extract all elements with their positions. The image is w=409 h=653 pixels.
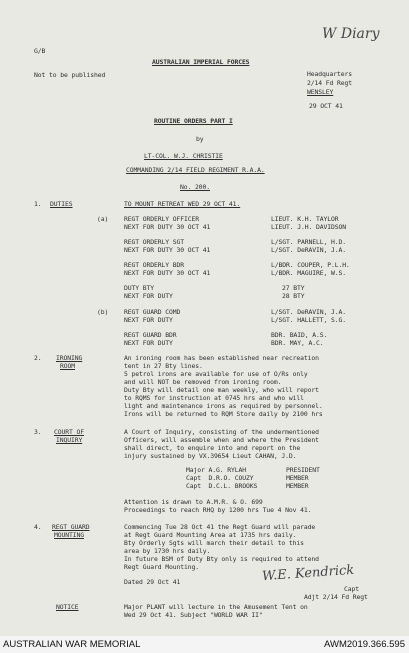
notice-line: Wed 29 Oct 41. Subject "WORLD WAR II" bbox=[124, 611, 263, 619]
section-4-line: Commencing Tue 28 Oct 41 the Regt Guard will parade bbox=[124, 523, 316, 531]
section-4-line: area by 1730 hrs daily. bbox=[124, 547, 211, 555]
archive-footer bbox=[0, 636, 409, 653]
section-1-title: DUTIES bbox=[50, 200, 73, 208]
section-4-title: REGT GUARD bbox=[52, 523, 90, 531]
section-4-number: 4. bbox=[34, 523, 42, 531]
hq-date: 29 OCT 41 bbox=[309, 102, 343, 110]
section-1-a-label: (a) bbox=[97, 215, 109, 223]
hq-line-2: 2/14 Fd Regt bbox=[307, 79, 352, 87]
commanding-line: COMMANDING 2/14 FIELD REGIMENT R.A.A. bbox=[126, 166, 265, 174]
duty-row-right: L/SGT. DeRAVIN, J.A. bbox=[271, 308, 346, 316]
section-2-line: An ironing room has been established near recreation bbox=[124, 354, 319, 362]
order-number: No. 200. bbox=[180, 183, 210, 191]
duty-row-left: REGT GUARD COMD bbox=[124, 308, 181, 316]
not-published-note: Not to be published bbox=[34, 71, 106, 79]
section-3-line: injury sustained by VX.39654 Lieut CAHAN, J.D. bbox=[124, 452, 297, 460]
section-3-number: 3. bbox=[34, 428, 42, 436]
section-3-closing: Proceedings to reach RHQ by 1200 hrs Tue 4 Nov 41. bbox=[124, 506, 312, 514]
duty-row-left: REGT ORDERLY BDR bbox=[124, 261, 184, 269]
notice-title: NOTICE bbox=[56, 603, 79, 611]
duty-row-left: DUTY BTY bbox=[124, 284, 154, 292]
duty-row-left: NEXT FOR DUTY bbox=[124, 316, 173, 324]
notice-line: Major PLANT will lecture in the Amusement Tent on bbox=[124, 603, 308, 611]
duty-row-right: 28 BTY bbox=[282, 292, 305, 300]
section-2-line: Duty Bty will detail one man weekly, who will report bbox=[124, 386, 319, 394]
section-4-line: Bty Orderly Sgts will march their detail to this bbox=[124, 539, 304, 547]
section-2-line: tent in 27 Bty lines. bbox=[124, 362, 203, 370]
section-2-number: 2. bbox=[34, 354, 42, 362]
section-1-b-label: (b) bbox=[97, 308, 109, 316]
inquiry-member-name: Capt D.R.O. COUZY bbox=[186, 474, 254, 482]
duty-row-left: NEXT FOR DUTY 30 OCT 41 bbox=[124, 269, 211, 277]
section-2-title-cont: ROOM bbox=[60, 362, 75, 370]
hq-line-3: WENSLEY bbox=[307, 88, 334, 96]
section-3-closing: Attention is drawn to A.M.R. & O. 699 bbox=[124, 498, 263, 506]
section-4-line: In future BSM of Duty Bty only is required to attend bbox=[124, 555, 319, 563]
duty-row-right: LIEUT. K.H. TAYLOR bbox=[271, 215, 339, 223]
footer-accession-number: AWM2019.366.595 bbox=[324, 639, 405, 650]
duty-row-right: 27 BTY bbox=[282, 284, 305, 292]
section-2-line: light and maintenance irons as required by personnel. bbox=[124, 402, 323, 410]
duty-row-left: NEXT FOR DUTY bbox=[124, 292, 173, 300]
inquiry-member-role: PRESIDENT bbox=[286, 466, 320, 474]
section-2-title: IRONING bbox=[56, 354, 83, 362]
section-2-line: Irons will be returned to RQM Store daily by 2100 hrs bbox=[124, 410, 323, 418]
signature-appointment: Adjt 2/14 Fd Regt bbox=[304, 593, 368, 601]
signature-rank: Capt bbox=[344, 585, 359, 593]
section-4-line: at Regt Guard Mounting Area at 1735 hrs daily. bbox=[124, 531, 297, 539]
duty-row-right: BDR. BAID, A.S. bbox=[271, 331, 328, 339]
document-title: AUSTRALIAN IMPERIAL FORCES bbox=[152, 58, 250, 66]
footer-institution: AUSTRALIAN WAR MEMORIAL bbox=[3, 639, 141, 650]
commander-name: LT-COL. W.J. CHRISTIE bbox=[144, 152, 223, 160]
section-1-number: 1. bbox=[34, 200, 42, 208]
duty-row-left: NEXT FOR DUTY bbox=[124, 339, 173, 347]
duty-row-right: L/SGT. PARNELL, H.D. bbox=[271, 238, 346, 246]
duty-row-left: REGT ORDERLY SGT bbox=[124, 238, 184, 246]
duty-row-left: NEXT FOR DUTY 30 OCT 41 bbox=[124, 246, 211, 254]
duty-row-left: REGT ORDERLY OFFICER bbox=[124, 215, 199, 223]
section-2-line: and will NOT be removed from ironing room. bbox=[124, 378, 282, 386]
handwritten-corner-note: W Diary bbox=[322, 26, 380, 42]
reference-mark: G/B bbox=[34, 47, 46, 55]
section-2-line: to RQMS for instruction at 0745 hrs and who will bbox=[124, 394, 304, 402]
section-3-line: shall direct, to enquire into and report on the bbox=[124, 444, 301, 452]
duty-row-left: NEXT FOR DUTY 30 OCT 41 bbox=[124, 223, 211, 231]
inquiry-member-role: MEMBER bbox=[286, 474, 309, 482]
hq-line-1: Headquarters bbox=[307, 70, 352, 78]
section-2-line: 5 petrol irons are available for use of O/Rs only bbox=[124, 370, 308, 378]
dated-line: Dated 29 Oct 41 bbox=[124, 578, 181, 586]
duty-row-right: LIEUT. J.H. DAVIDSON bbox=[271, 223, 346, 231]
section-3-line: A Court of Inquiry, consisting of the undermentioned bbox=[124, 428, 319, 436]
section-3-title: COURT OF bbox=[54, 428, 84, 436]
section-4-title-cont: MOUNTING bbox=[54, 531, 84, 539]
orders-heading: ROUTINE ORDERS PART I bbox=[154, 117, 233, 125]
duty-row-right: L/SGT. HALLETT, S.G. bbox=[271, 316, 346, 324]
duty-row-right: L/BDR. COUPER, P.L.H. bbox=[271, 261, 350, 269]
signature: W.E. Kendrick bbox=[261, 562, 355, 585]
duty-row-left: REGT GUARD BDR bbox=[124, 331, 177, 339]
inquiry-member-name: Major A.G. RYLAH bbox=[186, 466, 246, 474]
section-1-subtitle: TO MOUNT RETREAT WED 29 OCT 41. bbox=[124, 200, 241, 208]
section-3-title-cont: INQUIRY bbox=[56, 436, 83, 444]
orders-by: by bbox=[196, 135, 204, 143]
section-3-line: Officers, will assemble when and where the President bbox=[124, 436, 319, 444]
duty-row-right: BDR. MAY, A.C. bbox=[271, 339, 324, 347]
duty-row-right: L/BDR. MAGUIRE, W.S. bbox=[271, 269, 346, 277]
inquiry-member-role: MEMBER bbox=[286, 482, 309, 490]
section-4-line: Regt Guard Mounting. bbox=[124, 563, 199, 571]
inquiry-member-name: Capt D.C.L. BROOKS bbox=[186, 482, 258, 490]
duty-row-right: L/SGT. DeRAVIN, J.A. bbox=[271, 246, 346, 254]
